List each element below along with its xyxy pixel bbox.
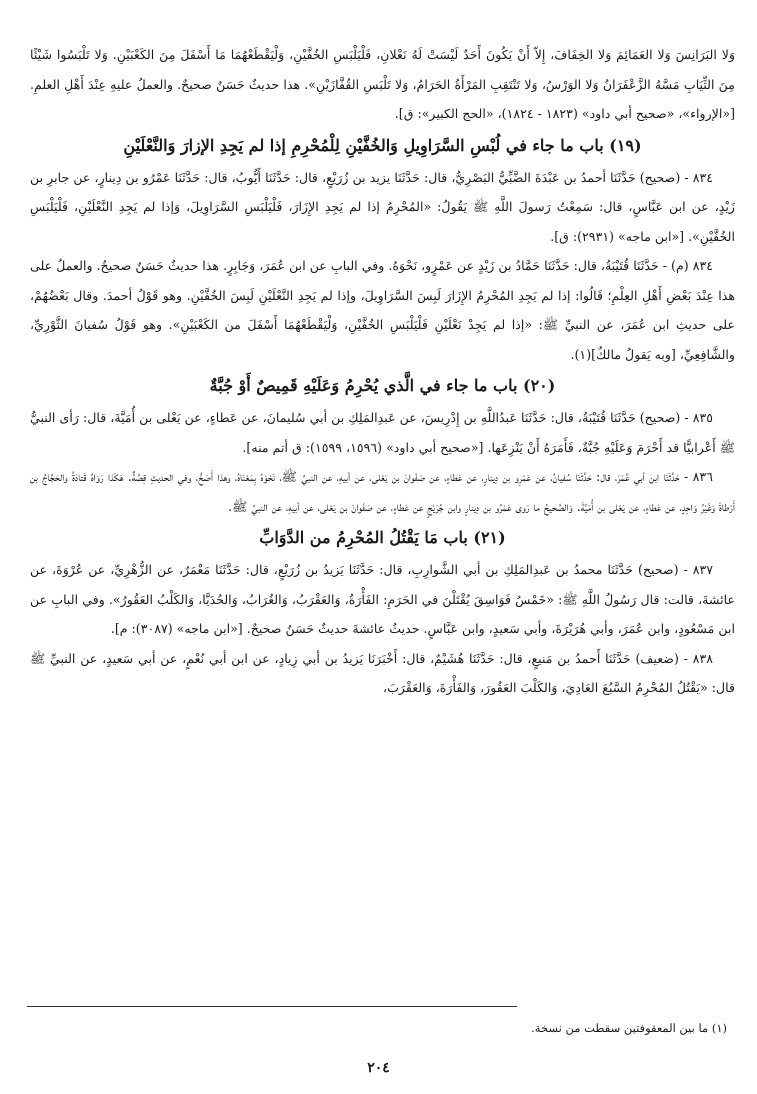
hadith-paragraph: ٨٣٥ - (صحيح) حَدَّثَنَا قُتَيْبَةُ، قال: حَدَّثَنَا عَبدُاللَّهِ بن إِدْرِيسَ، عن عَبدِالمَلِكِ بن أبي سُليمانَ، عن عَطاءٍ، عن يَعْلى بن أُمَيَّةَ، قال: رَأى النبيُّ ﷺ أَعْرابيًّا قد أَحْرَمَ وَعَلَيْهِ جُبَّةٌ، فَأَمَرَهُ أَنْ يَنْزِعَها. [«صحيح أبي داود» (١٥٩٦، ١٥٩٩): ق أتم منه]. [30,410,735,455]
hadith-paragraph: ٨٣٧ - (صحيح) حَدَّثَنَا محمدُ بن عَبدِالمَلِكِ بن أبي الشَّوارِبِ، قال: حَدَّثَنَا يَزيدُ بن زُرَيْعٍ، قال: حَدَّثَنَا مَعْمَرٌ، عن الزُّهْرِيِّ، عن عُرْوَةَ، عن عائشةَ، قالت: قال رَسُولُ اللَّهِ ﷺ: «خَمْسُ فَوَاسِقَ يُقْتَلْنَ في الحَرَمِ: الفَأْرَةُ، وَالعَقْرَبُ، وَالغُرَابُ، وَالحُدَيَّا، وَالكَلْبُ العَقُورُ». وفي البابِ عن ابن مَسْعُودٍ، وابن عُمَرَ، وأبي هُرَيْرَةَ، وأبي سَعيدٍ، وابن عَبَّاسٍ. حديثُ عائشةَ حديثٌ حَسَنٌ صحيحٌ. [«ابن ماجه» (٣٠٨٧): م]. [30,562,735,636]
chapter-heading: (١٩) باب ما جاء في لُبْسِ السَّرَاوِيلِ وَالخُفَّيْنِ لِلْمُحْرِمِ إذا لم يَجِدِ الإزارَ وَالنَّعْلَيْنِ [123,135,642,155]
chapter-heading: (٢٠) باب ما جاء في الَّذي يُحْرِمُ وَعَلَيْهِ قَمِيصٌ أَوْ جُبَّةٌ [209,376,556,395]
chapter-heading: (٢١) باب مَا يَقْتُلُ المُحْرِمُ من الدَّوَابِّ [259,528,506,547]
hadith-paragraph: ٨٣٤ - (صحيح) حَدَّثَنَا أحمدُ بن عَبْدَةَ الضَّبِّيُّ البَصْرِيُّ، قال: حَدَّثَنَا يزيد بن زُرَيْعٍ، قال: حَدَّثَنَا أَيُّوبُ، قال: حَدَّثَنَا عَمْرُو بن دِينارٍ، عن جابرِ بن زَيْدٍ، عن ابن عَبَّاسٍ، قال: سَمِعْتُ رَسولَ اللَّهِ ﷺ يَقُولُ: «المُحْرِمُ إذا لم يَجِدِ الإِزَارَ، فَلْيَلْبَسِ السَّرَاوِيلَ، وَإذا لم يَجِدِ النَّعْلَيْنِ، فَلْيَلْبَسِ الخُفَّيْنِ». [«ابن ماجه» (٢٩٣١): ق]. [30,169,735,244]
footnote-divider [27,1006,517,1007]
hadith-paragraph: ٨٣٤ (م) - حَدَّثَنَا قُتَيْبَةُ، قال: حَدَّثَنَا حَمَّادُ بن زَيْدٍ عن عَمْرٍو، نَحْوَهُ. وفي البابِ عن ابن عُمَرَ، وَجَابِرٍ. هذا حديثٌ حَسَنٌ صحيحٌ. والعملُ على هذا عِنْدَ بَعْضِ أَهْلِ العِلْمِ؛ قَالُوا: إذا لم يَجِدِ المُحْرِمُ الإِزَارَ لَبِسَ السَّرَاوِيلَ، وإذا لم يَجِدِ النَّعْلَيْنِ لَبِسَ الخُفَّيْنِ. وهو قَوْلُ أحمدَ. وقال بَعْضُهُمْ، على حديثِ ابن عُمَرَ، عن النبيِّ ﷺ: «إذا لم يَجِدْ نَعْلَيْنِ فَلْيَلْبَسِ الخُفَّيْنِ، وَلْيَقْطَعْهُمَا أَسْفَلَ من الكَعْبَيْنِ». وهو قَوْلُ سُفيانَ الثَّوْرِيِّ، والشَّافِعِيِّ، [وبه يَقولُ مالكٌ](١). [30,258,735,362]
page-number: ٢٠٤ [367,1060,390,1076]
footnote: (١) ما بين المعقوفتين سقطت من نسخة. [531,1021,727,1035]
hadith-paragraph: ٨٣٨ - (ضعيف) حَدَّثَنَا أَحمدُ بن مَنيعٍ، قال: حَدَّثَنَا هُشَيْمٌ، قال: أَخْبَرَنَا يَزيدُ بن أبي زِيادٍ، عن ابن أبي نُعْمٍ، عن أبي سَعيدٍ، عن النبيِّ ﷺ قال: «يَقْتُلُ المُحْرِمُ السَّبُعَ العَادِيَ، وَالكَلْبَ العَقُورَ، وَالفَأْرَةَ، وَالعَقْرَبَ، [30,650,735,695]
hadith-paragraph: وَلا البَرَانِسَ وَلا العَمَائِمَ وَلا الخِفَافَ، إِلاّ أَنْ يَكُونَ أَحَدٌ لَيْسَتْ لَهُ نَعْلانِ، فَلْيَلْبَسِ الخُفَّيْنِ، وَلْيَقْطَعْهُمَا مَا أَسْفَلَ مِنَ الكَعْبَيْنِ. وَلا تَلْبَسُوا شَيْئًا مِنَ الثِّيَابِ مَسَّهُ الزَّعْفَرَانُ وَلا الوَرْسُ، وَلا تَنْتَقِبِ المَرْأَةُ الحَرَامُ، وَلا تَلْبَسِ القُفَّازَيْنِ». هذا حديثٌ حَسَنٌ صحيحٌ. والعملُ عليهِ عِنْدَ أَهْلِ العلمِ. [«الإرواء»، «صحيح أبي داود» (١٨٢٣ - ١٨٢٤)، «الحج الكبير»: ق]. [30,47,735,121]
hadith-paragraph: ٨٣٦ - حَدَّثَنَا ابن أبي عُمَرَ، قال: حَدَّثَنَا سُفيانُ، عن عَمْرِو بن دِينارٍ، عن عَطاءٍ، عن صَفْوانَ بن يَعْلى، عن أبيهِ، عن النبيِّ ﷺ، نَحْوَهُ بِمَعْنَاهُ، وهذا أَصَحُّ، وفي الحديثِ قِصَّةٌ. هَكَذا رَوَاهُ قَتادَةُ والحَجَّاجُ بن أَرْطاةَ وَغَيْرُ وَاحِدٍ، عن عَطاءٍ، عن يَعْلى بن أُمَيَّةَ. وَالصَّحيحُ ما رَوى عَمْرُو بن دِينارٍ وابن جُرَيْجٍ عن عَطاءٍ، عن صَفْوانَ بن يَعْلى، عن أبيهِ، عن النبيِّ ﷺ. [30,469,735,514]
page-body [30,40,735,703]
